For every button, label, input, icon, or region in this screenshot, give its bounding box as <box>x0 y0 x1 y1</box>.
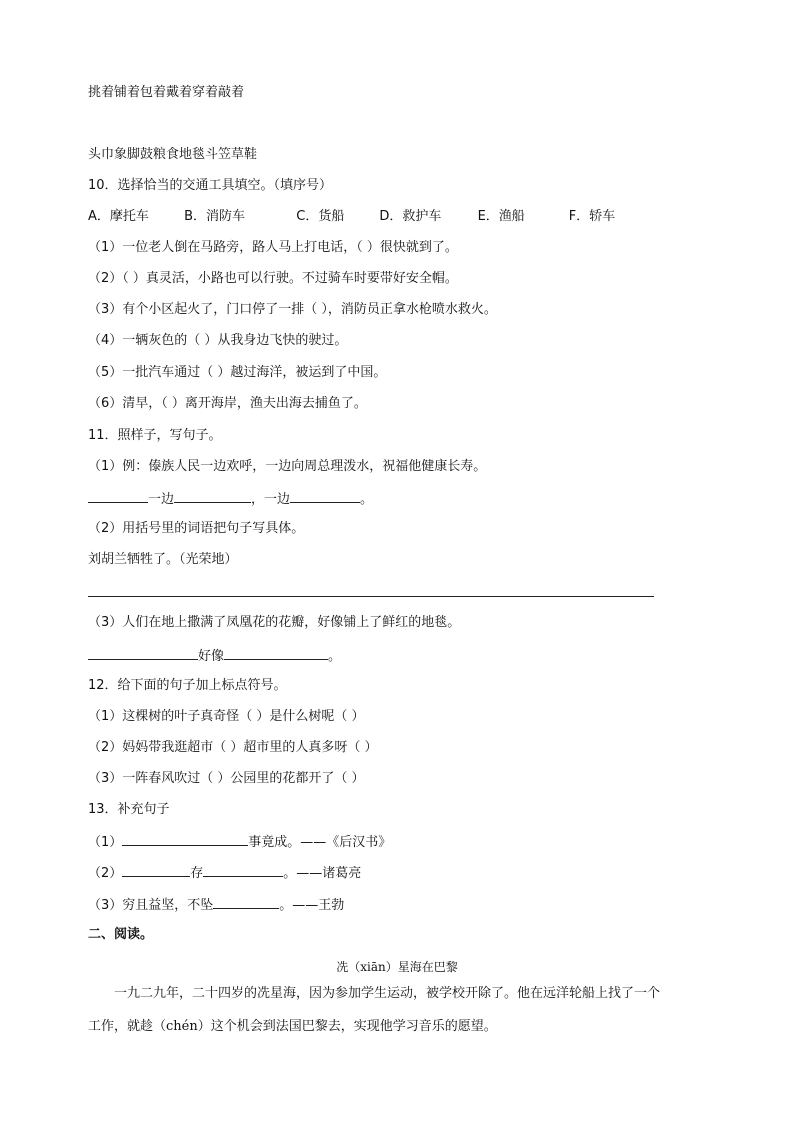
question-12-item-1: （1）这棵树的叶子真奇怪（ ）是什么树呢（ ） <box>88 709 365 724</box>
question-10-item-6: （6）清早，（ ）离开海岸，渔夫出海去捕鱼了。 <box>88 396 367 411</box>
item-head: （3）穷且益坚，不坠 <box>88 898 214 913</box>
question-12-item-2: （2）妈妈带我逛超市（ ）超市里的人真多呀（ ） <box>88 740 378 755</box>
question-11-sentence: 刘胡兰牺牲了。（光荣地） <box>88 552 238 567</box>
item-tail: 。——诸葛亮 <box>283 866 362 881</box>
sentence-end: 。 <box>360 492 374 507</box>
option-b: B．消防车 <box>184 209 246 224</box>
question-12-item-3: （3）一阵春风吹过（ ）公园里的花都开了（ ） <box>88 771 365 786</box>
connector-text: ，一边 <box>251 492 291 507</box>
question-13-item-2 <box>88 863 361 883</box>
answer-blank[interactable] <box>88 489 148 503</box>
reading-paragraph-line-2: 工作，就趁（chén）这个机会到法国巴黎去，实现他学习音乐的愿望。 <box>88 1019 497 1034</box>
answer-blank[interactable] <box>290 489 360 503</box>
item-tail: 事竟成。——《后汉书》 <box>248 835 392 850</box>
connector-text: 好像 <box>198 649 225 664</box>
question-10-item-3: （3）有个小区起火了，门口停了一排（ ），消防员正拿水枪喷水救火。 <box>88 302 497 317</box>
word-list-nouns: 头巾象脚鼓粮食地毯斗笠草鞋 <box>88 147 258 162</box>
question-10-title: 10．选择恰当的交通工具填空。（填序号） <box>88 178 333 193</box>
answer-blank[interactable] <box>88 646 198 660</box>
question-11-item-2: （2）用括号里的词语把句子写具体。 <box>88 521 305 536</box>
question-11-blank-line-3 <box>88 646 341 666</box>
item-number: （2） <box>88 866 123 881</box>
question-10-item-5: （5）一批汽车通过（ ）越过海洋，被运到了中国。 <box>88 365 387 380</box>
option-c: C．货船 <box>296 209 345 224</box>
question-13-item-1 <box>88 832 391 852</box>
question-12-title: 12．给下面的句子加上标点符号。 <box>88 678 287 693</box>
sentence-end: 。 <box>328 649 342 664</box>
word-list-verbs: 挑着铺着包着戴着穿着敲着 <box>88 85 245 100</box>
answer-blank[interactable] <box>122 832 248 846</box>
question-11-item-3: （3）人们在地上撒满了凤凰花的花瓣，好像铺上了鲜红的地毯。 <box>88 615 461 630</box>
answer-blank[interactable] <box>203 863 283 877</box>
connector-text: 一边 <box>148 492 175 507</box>
question-11-blank-line-1 <box>88 489 373 509</box>
reading-paragraph-line-1: 一九二九年，二十四岁的冼星海，因为参加学生运动，被学校开除了。他在远洋轮船上找了一个 <box>114 986 661 1001</box>
answer-blank[interactable] <box>122 863 190 877</box>
question-10-item-2: （2）（ ）真灵活，小路也可以行驶。不过骑车时要带好安全帽。 <box>88 271 458 286</box>
question-13-title: 13．补充句子 <box>88 802 170 817</box>
option-e: E．渔船 <box>477 209 525 224</box>
answer-blank[interactable] <box>213 895 279 909</box>
section-heading: 二、阅读。 <box>88 927 154 942</box>
item-tail: 。——王勃 <box>279 898 345 913</box>
question-11-example: （1）例：傣族人民一边欢呼，一边向周总理泼水，祝福他健康长寿。 <box>88 459 487 474</box>
item-number: （1） <box>88 835 123 850</box>
question-10-options <box>88 208 615 226</box>
answer-line[interactable] <box>88 596 654 597</box>
question-10-item-1: （1）一位老人倒在马路旁，路人马上打电话，（ ）很快就到了。 <box>88 240 458 255</box>
question-11-title: 11．照样子，写句子。 <box>88 428 222 443</box>
answer-blank[interactable] <box>224 646 328 660</box>
question-10-item-4: （4）一辆灰色的（ ）从我身边飞快的驶过。 <box>88 333 348 348</box>
question-13-item-3 <box>88 895 344 915</box>
item-mid: 存 <box>190 866 204 881</box>
option-d: D．救护车 <box>379 209 442 224</box>
option-a: A．摩托车 <box>88 209 149 224</box>
answer-blank[interactable] <box>174 489 251 503</box>
reading-title: 冼（xiān）星海在巴黎 <box>336 960 458 974</box>
option-f: F．轿车 <box>568 209 616 224</box>
